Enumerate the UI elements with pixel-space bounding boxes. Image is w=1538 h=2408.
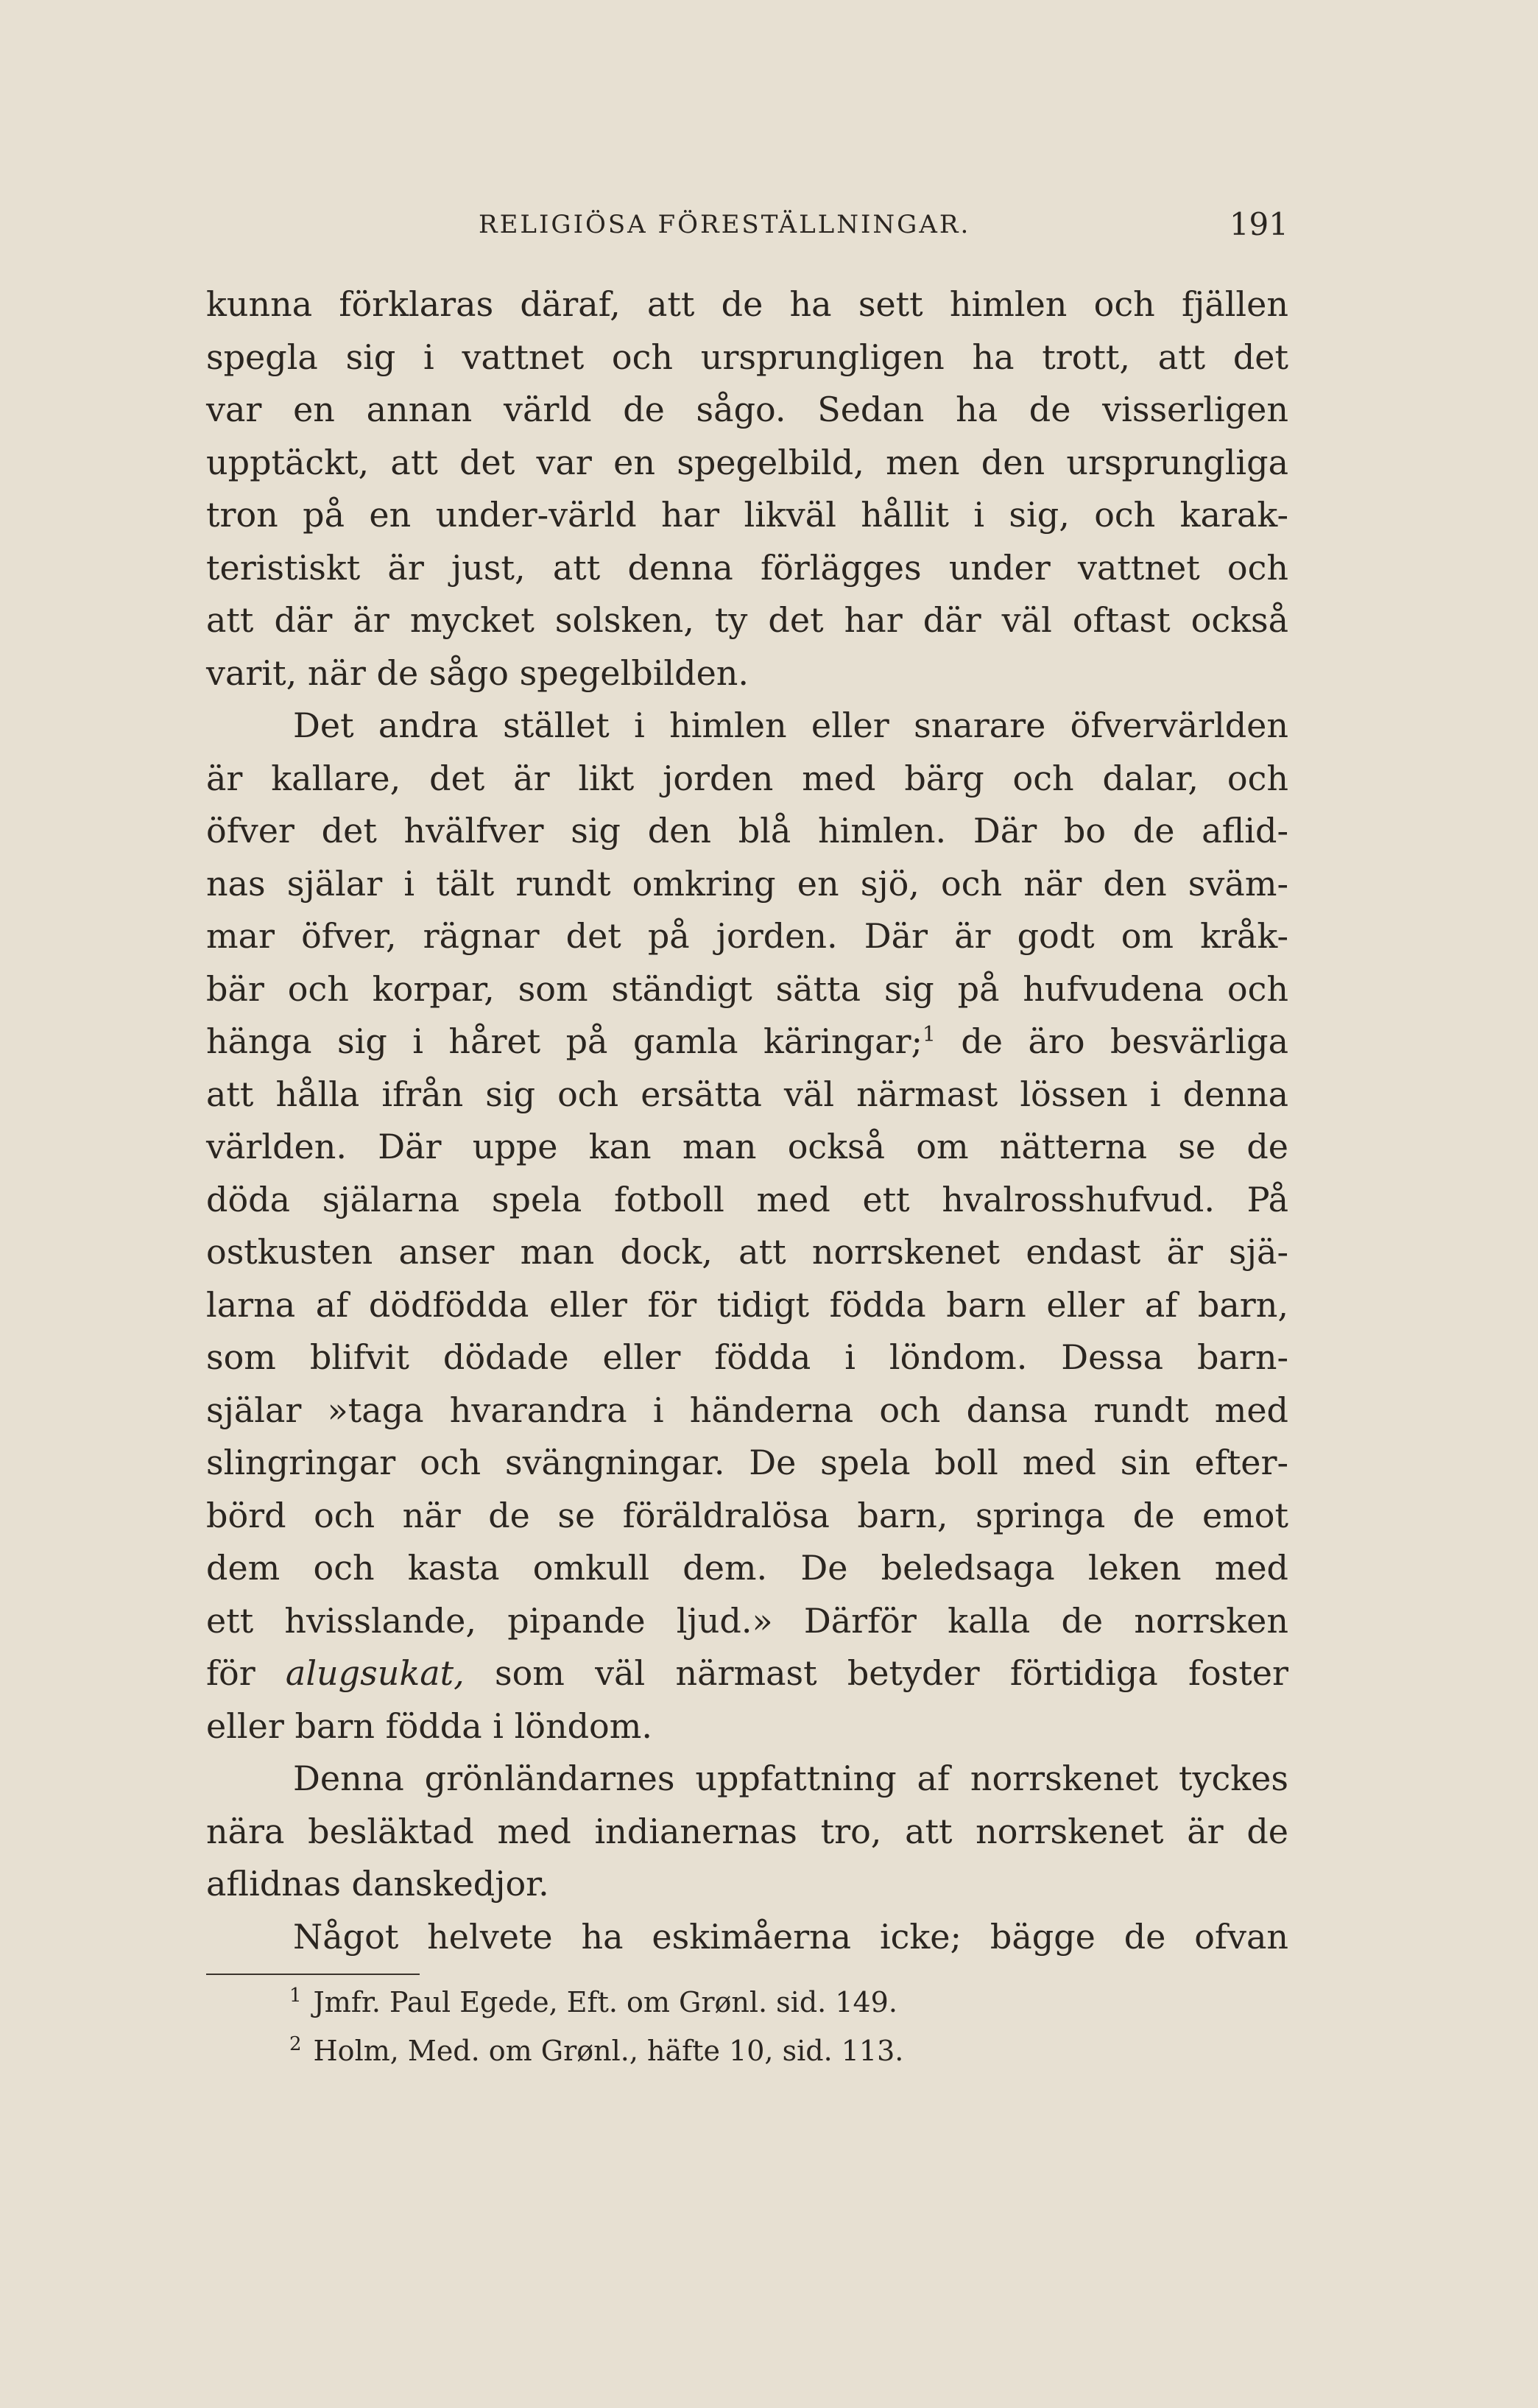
text-line: tron på en under-värld har likväl hållit i sig, och karak- [206, 495, 1288, 535]
footnote-2 [289, 2032, 903, 2069]
text-line: eller barn födda i löndom. [206, 1705, 652, 1746]
text-line: dem och kasta omkull dem. De beledsaga leken med [206, 1548, 1288, 1588]
text-line [206, 1015, 1288, 1069]
running-header [206, 203, 1288, 247]
text-line: öfver det hvälfver sig den blå himlen. Där bo de aflid- [206, 811, 1288, 851]
text-line: nära besläktad med indianernas tro, att norrskenet är de [206, 1811, 1288, 1851]
text-fragment: de äro besvärliga [935, 1021, 1288, 1061]
text-line: larna af dödfödda eller för tidigt födda barn eller af barn, [206, 1284, 1288, 1325]
text-line: världen. Där uppe kan man också om nätterna se de [206, 1127, 1288, 1166]
text-line: bär och korpar, som ständigt sätta sig på hufvudena och [206, 968, 1288, 1009]
text-line: Det andra stället i himlen eller snarare öfvervärlden [293, 705, 1288, 745]
text-line: varit, när de sågo spegelbilden. [206, 652, 749, 693]
text-line: mar öfver, rägnar det på jorden. Där är godt om kråk- [206, 916, 1288, 956]
text-line: som blifvit dödade eller födda i löndom. Dessa barn- [206, 1337, 1288, 1377]
text-line: teristiskt är just, att denna förlägges under vattnet och [206, 547, 1288, 588]
footnote-1 [289, 1984, 897, 2021]
page-number: 191 [1229, 206, 1288, 242]
text-line: börd och när de se föräldralösa barn, springa de emot [206, 1495, 1288, 1535]
footnote-ref-1: 1 [923, 1021, 936, 1046]
body-text [206, 278, 1288, 1963]
italic-term: alugsukat, [285, 1653, 465, 1693]
text-line: döda själarna spela fotboll med ett hvalrosshufvud. På [206, 1179, 1288, 1219]
text-line: själar »taga hvarandra i händerna och dansa rundt med [206, 1390, 1288, 1430]
text-line: att där är mycket solsken, ty det har där väl oftast också [206, 600, 1288, 640]
text-fragment: hänga sig i håret på gamla käringar; [206, 1021, 923, 1061]
text-line: spegla sig i vattnet och ursprungligen ha trott, att det [206, 337, 1288, 377]
text-line: Denna grönländarnes uppfattning af norrskenet tyckes [293, 1759, 1288, 1798]
text-fragment: Därför kalla de norrsken [772, 1600, 1288, 1641]
text-line: är kallare, det är likt jorden med bärg och dalar, och [206, 758, 1288, 798]
footnote-mark: 2 [289, 2033, 302, 2056]
text-fragment: ett hvisslande, pipande ljud.» [206, 1600, 773, 1641]
text-line [206, 1595, 1288, 1648]
text-line: upptäckt, att det var en spegelbild, men den ursprungliga [206, 442, 1288, 482]
text-line: kunna förklaras däraf, att de ha sett himlen och fjällen [206, 284, 1288, 324]
text-line: Något helvete ha eskimåerna icke; bägge de ofvan [293, 1916, 1288, 1957]
text-line: nas själar i tält rundt omkring en sjö, och när den sväm- [206, 863, 1288, 904]
text-fragment: som väl närmast betyder förtidiga foster [464, 1653, 1288, 1693]
footnote-text: Jmfr. Paul Egede, Eft. om Grønl. sid. 149. [313, 1986, 897, 2018]
footnote-rule [206, 1974, 420, 1975]
text-line: ostkusten anser man dock, att norrskenet endast är sjä- [206, 1232, 1288, 1272]
text-line: slingringar och svängningar. De spela boll med sin efter- [206, 1443, 1288, 1482]
text-line: aflidnas danskedjor. [206, 1864, 549, 1904]
text-line: var en annan värld de sågo. Sedan ha de visserligen [206, 390, 1288, 429]
text-line: att hålla ifrån sig och ersätta väl närmast lössen i denna [206, 1074, 1288, 1114]
text-line [206, 1647, 1288, 1700]
header-title: RELIGIÖSA FÖRESTÄLLNINGAR. [479, 210, 971, 239]
footnote-text: Holm, Med. om Grønl., häfte 10, sid. 113. [313, 2035, 904, 2067]
text-fragment: för [206, 1653, 286, 1693]
footnote-mark: 1 [289, 1985, 302, 2007]
